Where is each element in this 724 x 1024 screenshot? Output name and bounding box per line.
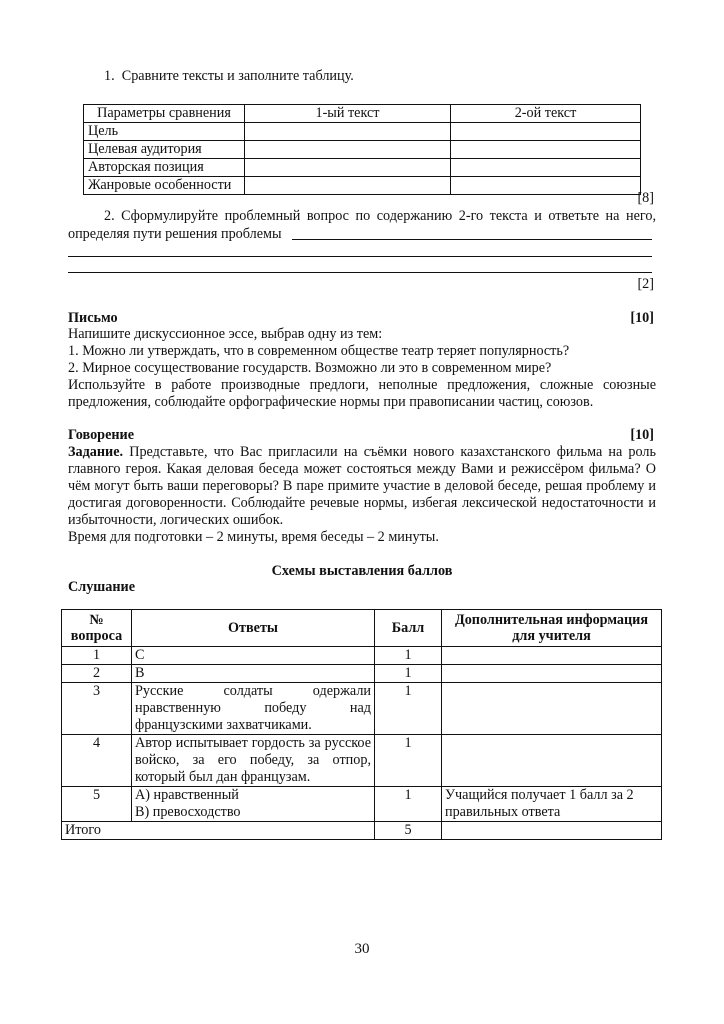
- writing-points: [10]: [630, 310, 654, 326]
- comparison-param: Цель: [84, 123, 245, 141]
- row-info: [442, 683, 662, 735]
- score-2: [2]: [637, 276, 654, 292]
- task-label: Задание.: [68, 444, 124, 460]
- comparison-param: Жанровые особенности: [84, 177, 245, 195]
- table-row: [84, 141, 641, 159]
- writing-instruction: Используйте в работе производные предлоги, неполные предложения, сложные союзные предложения, соблюдайте орфографические нормы при правописании частиц, союзов.: [68, 377, 656, 410]
- row-number: 3: [62, 683, 132, 735]
- row-number: 1: [62, 647, 132, 665]
- empty-cell: [245, 159, 451, 177]
- empty-cell: [451, 177, 641, 195]
- speaking-time: Время для подготовки – 2 минуты, время беседы – 2 минуты.: [68, 529, 439, 545]
- table-row: [62, 647, 662, 665]
- listening-title: Слушание: [68, 579, 136, 595]
- row-number: 4: [62, 735, 132, 787]
- score-table: [61, 609, 662, 840]
- row-answer-a: А) нравственный: [135, 787, 239, 803]
- speaking-title: Говорение: [68, 427, 135, 443]
- row-answer: C: [132, 647, 375, 665]
- answer-line: [68, 272, 652, 273]
- writing-topic-2: 2. Мирное сосуществование государств. Возможно ли это в современном мире?: [68, 360, 552, 376]
- table-row: [84, 159, 641, 177]
- comparison-header: 2-ой текст: [451, 105, 641, 123]
- row-answer-b: В) превосходство: [135, 804, 241, 820]
- score-8: [8]: [637, 190, 654, 206]
- row-answer: [132, 787, 375, 822]
- row-score: 1: [375, 647, 442, 665]
- empty-cell: [451, 123, 641, 141]
- comparison-param: Целевая аудитория: [84, 141, 245, 159]
- score-header: Дополнительная информация для учителя: [442, 610, 662, 647]
- row-score: 1: [375, 665, 442, 683]
- row-info: [442, 647, 662, 665]
- row-number: 5: [62, 787, 132, 822]
- question-2-line1: 2. Сформулируйте проблемный вопрос по содержанию 2-го текста и ответьте на него,: [104, 208, 656, 224]
- row-number: 2: [62, 665, 132, 683]
- writing-intro: Напишите дискуссионное эссе, выбрав одну из тем:: [68, 326, 383, 342]
- row-score: 1: [375, 735, 442, 787]
- row-answer: Автор испытывает гордость за русское войско, за его победу, за отпор, который был дан французам.: [132, 735, 375, 787]
- writing-topic-1: 1. Можно ли утверждать, что в современном обществе театр теряет популярность?: [68, 343, 570, 359]
- writing-title: Письмо: [68, 310, 118, 326]
- score-header: Ответы: [132, 610, 375, 647]
- empty-cell: [245, 141, 451, 159]
- comparison-header: 1-ый текст: [245, 105, 451, 123]
- empty-cell: [245, 123, 451, 141]
- row-score: 1: [375, 787, 442, 822]
- answer-line: [292, 239, 652, 240]
- table-row-total: [62, 822, 662, 840]
- table-row: [84, 123, 641, 141]
- row-info: Учащийся получает 1 балл за 2 правильных ответа: [442, 787, 662, 822]
- score-header: № вопроса: [62, 610, 132, 647]
- comparison-table: [83, 104, 641, 195]
- task-text: Представьте, что Вас пригласили на съёмки нового казахстанского фильма на роль главного героя. Какая деловая беседа может состояться между Вами и режиссёром фильма? О чём могут быть ваши переговоры? В паре примите участие в деловой беседе, решая проблему и достигая договоренности. Соблюдайте речевые нормы, избегая лексической недостаточности и избыточности, логических ошибок.: [68, 444, 656, 528]
- question-2-line2: определяя пути решения проблемы: [68, 226, 282, 242]
- score-header-row: [62, 610, 662, 647]
- question-1: 1. Сравните тексты и заполните таблицу.: [104, 68, 354, 84]
- empty-cell: [245, 177, 451, 195]
- comparison-param: Авторская позиция: [84, 159, 245, 177]
- table-row: [84, 177, 641, 195]
- answer-line: [68, 256, 652, 257]
- comparison-header-row: [84, 105, 641, 123]
- empty-cell: [442, 822, 662, 840]
- table-row: [62, 735, 662, 787]
- total-score: 5: [375, 822, 442, 840]
- score-header: Балл: [375, 610, 442, 647]
- row-score: 1: [375, 683, 442, 735]
- table-row: [62, 665, 662, 683]
- speaking-points: [10]: [630, 427, 654, 443]
- total-label: Итого: [62, 822, 375, 840]
- comparison-header: Параметры сравнения: [84, 105, 245, 123]
- row-info: [442, 735, 662, 787]
- schemes-title: Схемы выставления баллов: [271, 563, 453, 579]
- row-answer: Русские солдаты одержали нравственную победу над французскими захватчиками.: [132, 683, 375, 735]
- row-answer: B: [132, 665, 375, 683]
- empty-cell: [451, 159, 641, 177]
- table-row: [62, 787, 662, 822]
- speaking-task: [68, 444, 656, 529]
- row-info: [442, 665, 662, 683]
- page-number: 30: [354, 941, 370, 957]
- table-row: [62, 683, 662, 735]
- empty-cell: [451, 141, 641, 159]
